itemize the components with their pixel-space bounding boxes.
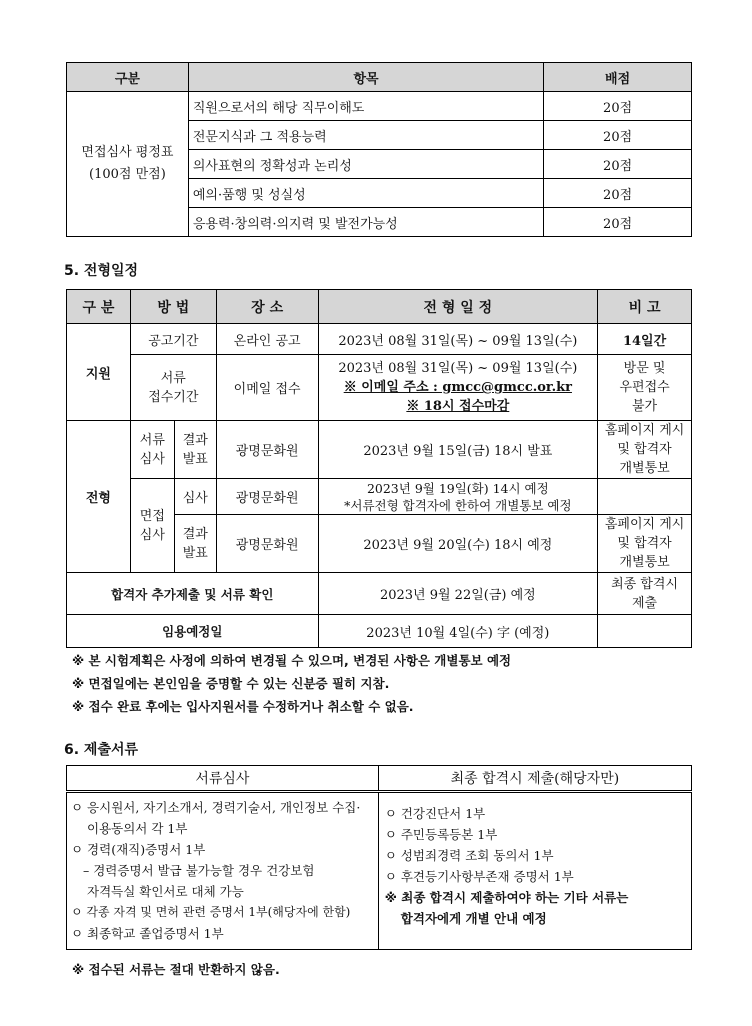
final-remark-line2: 제출 — [632, 595, 658, 611]
note5-2: ※ 면접일에는 본인임을 증명할 수 있는 신분증 필히 지참. — [72, 676, 390, 691]
note5-3: ※ 접수 완료 후에는 입사지원서를 수정하거나 취소할 수 없음. — [72, 699, 414, 714]
score-category-line2: (100점 만점) — [89, 167, 166, 182]
doc-remark-cell — [598, 355, 692, 421]
final-docs-date: 2023년 9월 22일(금) 예정 — [318, 573, 598, 615]
appoint-date: 2023년 10월 4일(수) 字 (예정) — [318, 615, 598, 648]
score-header-category: 구분 — [67, 63, 189, 92]
interview-date-cell — [318, 479, 598, 515]
score-category-cell — [67, 92, 189, 237]
schedule-header-method: 방 법 — [130, 290, 216, 324]
score-item-4: 예의·품행 및 성실성 — [188, 179, 543, 208]
docs-item-career-note-cont: 자격득실 확인서로 대체 가능 — [87, 884, 244, 899]
interview-remark-line2: 및 합격자 — [617, 536, 672, 551]
final-remark-line1: 최종 합격시 — [611, 576, 679, 592]
interview-result-line1: 결과 — [182, 526, 208, 542]
score-item-1: 직원으로서의 해당 직무이해도 — [188, 92, 543, 121]
score-value-4: 20점 — [544, 179, 692, 208]
interview-venue: 광명문화원 — [216, 479, 318, 515]
section5-title: 5. 전형일정 — [64, 263, 139, 279]
paper-result-line2: 발표 — [182, 451, 208, 467]
interview-result-date: 2023년 9월 20일(수) 18시 예정 — [318, 515, 598, 573]
notice-remark: 14일간 — [598, 324, 692, 355]
paper-screening-line2: 심사 — [139, 451, 165, 467]
paper-result-line1: 결과 — [182, 432, 208, 448]
score-header-item: 항목 — [188, 63, 543, 92]
final-docs-label: 합격자 추가제출 및 서류 확인 — [67, 573, 319, 615]
docs-item-license: ㅇ 각종 자격 및 면허 관련 증명서 1부(해당자에 한함) — [71, 905, 351, 919]
score-item-2: 전문지식과 그 적용능력 — [188, 121, 543, 150]
doc-date-cell — [318, 355, 598, 421]
interview-line1: 면접 — [139, 508, 165, 524]
score-value-3: 20점 — [544, 150, 692, 179]
doc-deadline: ※ 18시 접수마감 — [406, 399, 510, 414]
schedule-header-schedule: 전 형 일 정 — [318, 290, 598, 324]
section6-title: 6. 제출서류 — [64, 742, 139, 758]
interview-result-line2: 발표 — [182, 545, 208, 561]
support-label: 지원 — [67, 324, 131, 421]
docs-item-career-note: – 경력증명서 발급 불가능할 경우 건강보험 — [83, 863, 315, 878]
docs-final-list — [378, 792, 691, 950]
doc-remark-line3: 불가 — [632, 399, 658, 414]
note5-1: ※ 본 시험계획은 사정에 의하여 변경될 수 있으며, 변경된 사항은 개별통보 예정 — [72, 653, 512, 668]
paper-remark-line1: 홈페이지 게시 — [604, 423, 685, 438]
interview-remark-line1: 홈페이지 게시 — [604, 517, 685, 532]
notice-place: 온라인 공고 — [216, 324, 318, 355]
score-item-5: 응용력·창의력·의지력 및 발전가능성 — [188, 208, 543, 237]
paper-remark-line3: 개별통보 — [619, 461, 670, 476]
docs-item-application-cont: 이용동의서 각 1부 — [87, 821, 188, 836]
documents-table — [66, 765, 692, 950]
interview-screening-cell — [130, 479, 174, 573]
score-value-1: 20점 — [544, 92, 692, 121]
schedule-table — [66, 289, 692, 648]
doc-email: ※ 이메일 주소 : gmcc@gmcc.or.kr — [343, 380, 572, 395]
interview-line2: 심사 — [139, 527, 165, 543]
docs-item-career: ㅇ 경력(재직)증명서 1부 — [71, 842, 206, 857]
interview-result-venue: 광명문화원 — [216, 515, 318, 573]
interview-date: 2023년 9월 19일(화) 14시 예정 — [366, 480, 549, 496]
score-category-line1: 면접심사 평정표 — [81, 145, 174, 160]
doc-remark-line1: 방문 및 — [623, 361, 666, 376]
schedule-header-place: 장 소 — [216, 290, 318, 324]
paper-remark-line2: 및 합격자 — [617, 442, 672, 457]
docs-item-graduation: ㅇ 최종학교 졸업증명서 1부 — [71, 926, 224, 941]
paper-result-date: 2023년 9월 15일(금) 18시 발표 — [318, 421, 598, 479]
paper-result-venue: 광명문화원 — [216, 421, 318, 479]
doc-period-line1: 서류 — [160, 370, 186, 386]
schedule-header-remark: 비 고 — [598, 290, 692, 324]
score-value-2: 20점 — [544, 121, 692, 150]
score-header-score: 배점 — [544, 63, 692, 92]
notice-period-label: 공고기간 — [130, 324, 216, 355]
score-item-3: 의사표현의 정확성과 논리성 — [188, 150, 543, 179]
interview-remark — [598, 479, 692, 515]
final-note: ※ 접수된 서류는 절대 반환하지 않음. — [72, 962, 280, 977]
paper-result-cell — [174, 421, 216, 479]
interview-exam-label: 심사 — [174, 479, 216, 515]
docs-screening-list — [67, 792, 379, 950]
docs-item-application: ㅇ 응시원서, 자기소개서, 경력기술서, 개인정보 수집· — [71, 800, 361, 815]
docs-item-health: ㅇ 건강진단서 1부 — [384, 806, 486, 821]
appoint-remark — [598, 615, 692, 648]
docs-final-note-2: 합격자에게 개별 안내 예정 — [400, 911, 547, 926]
score-value-5: 20점 — [544, 208, 692, 237]
schedule-header-category: 구 분 — [67, 290, 131, 324]
paper-screening-cell — [130, 421, 174, 479]
interview-result-cell — [174, 515, 216, 573]
interview-note: *서류전형 합격자에 한하여 개별통보 예정 — [344, 497, 572, 513]
notice-date: 2023년 08월 31일(목) ~ 09월 13일(수) — [318, 324, 598, 355]
interview-result-remark — [598, 515, 692, 573]
doc-place: 이메일 접수 — [216, 355, 318, 421]
doc-remark-line2: 우편접수 — [619, 380, 670, 395]
appoint-label: 임용예정일 — [67, 615, 319, 648]
screening-label: 전형 — [67, 421, 131, 573]
interview-score-table — [66, 62, 692, 237]
final-docs-remark — [598, 573, 692, 615]
doc-date: 2023년 08월 31일(목) ~ 09월 13일(수) — [338, 361, 578, 376]
doc-period-line2: 접수기간 — [148, 389, 199, 405]
paper-screening-line1: 서류 — [139, 432, 165, 448]
docs-item-sex-crime: ㅇ 성범죄경력 조회 동의서 1부 — [384, 848, 554, 863]
docs-header-final: 최종 합격시 제출(해당자만) — [378, 766, 691, 792]
docs-header-screening: 서류심사 — [67, 766, 379, 792]
interview-remark-line3: 개별통보 — [619, 555, 670, 570]
docs-item-resident: ㅇ 주민등록등본 1부 — [384, 827, 498, 842]
paper-result-remark — [598, 421, 692, 479]
doc-period-cell — [130, 355, 216, 421]
docs-final-note-1: ※ 최종 합격시 제출하여야 하는 기타 서류는 — [384, 890, 629, 905]
docs-item-guardianship: ㅇ 후견등기사항부존재 증명서 1부 — [384, 869, 574, 884]
